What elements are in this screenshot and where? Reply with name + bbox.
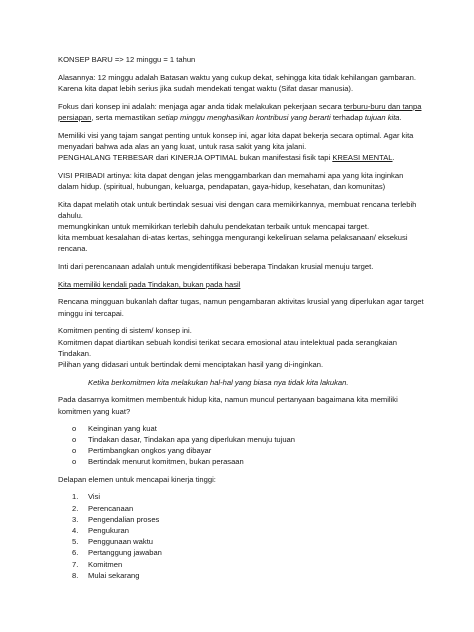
paragraph-visi: Memiliki visi yang tajam sangat penting untuk konsep ini, agar kita dapat bekerja secara optimal. Agar kita menyadari bahwa ada alas an yang kuat, untuk rasa sakit yang kita jalani. [58,130,414,151]
bullet-list [58,423,424,468]
list-item-text: Pengendalian proses [88,514,160,524]
paragraph-fokus [58,101,424,123]
paragraph-kesalahan: kita membuat kesalahan di-atas kertas, sehingga mengurangi kekeliruan selama pelaksanaan/ eksekusi rencana. [58,233,408,254]
list-number: 3. [72,514,79,524]
list-item [58,525,424,536]
underlined-text: terburu-buru dan tanpa persiapan [58,101,422,122]
text-run: Fokus dari konsep ini adalah: menjaga agar anda tidak melakukan pekerjaan secara [58,101,344,111]
list-item-text: Pengukuran [88,525,129,535]
text-run: terhadap [330,112,365,122]
list-item [58,559,424,570]
list-item [58,570,424,581]
paragraph-alasan: Alasannya: 12 minggu adalah Batasan waktu yang cukup dekat, sehingga kita tidak kehilangan gambaran. Karena kita dapat lebih serius jika sudah mendekati tengat waktu (Sifat dasar manusia). [58,72,416,93]
list-item [58,536,424,547]
list-number: 2. [72,503,79,513]
list-item [58,445,424,456]
list-item-text: Perencanaan [88,503,134,513]
numbered-list [58,491,424,581]
list-item [58,456,424,467]
list-item [58,434,424,445]
list-number: 4. [72,525,79,535]
bullet-marker: o [72,423,77,433]
paragraph-komitmen-arti: Komitmen dapat diartikan sebuah kondisi terikat secara emosional atau intelektual pada serangkaian Tindakan. [58,337,397,358]
bullet-marker: o [72,434,77,444]
quote-komitmen: Ketika berkomitmen kita melakukan hal-hal yang biasa nya tidak kita lakukan. [88,377,349,387]
paragraph-rencana: Rencana mingguan bukanlah daftar tugas, namun pengambaran aktivitas krusial yang diperlukan agar target minggu ini tercapai. [58,297,424,318]
list-item-text: Keinginan yang kuat [88,423,157,433]
paragraph-dasar-komitmen: Pada dasarnya komitmen membentuk hidup kita, namun muncul pertanyaan bagaimana kita memiliki komitmen yang kuat? [58,395,398,416]
bullet-marker: o [72,457,77,467]
paragraph-memungkinkan: memungkinkan untuk memikirkan terlebih dahulu pendekatan terbaik untuk mencapai target. [58,221,370,231]
paragraph-visi-pribadi: VISI PRIBADI artinya: kita dapat dengan jelas menggambarkan dan memahami apa yang kita inginkan dalam hidup. (spiritual, hubungan, keluarga, pendapatan, gaya-hidup, kesehatan, dan komunitas) [58,170,404,191]
doc-title: KONSEP BARU => 12 minggu = 1 tahun [58,55,196,64]
list-item-text: Tindakan dasar, Tindakan apa yang diperlukan menuju tujuan [88,434,296,444]
list-item [58,514,424,525]
list-number: 8. [72,570,79,580]
bullet-marker: o [72,446,77,456]
list-item-text: Mulai sekarang [88,570,140,580]
paragraph-delapan-elemen: Delapan elemen untuk mencapai kinerja tinggi: [58,475,216,485]
list-number: 1. [72,492,79,502]
text-run: , serta memastikan [91,112,158,122]
underlined-text: KREASI MENTAL [332,152,393,162]
paragraph-inti: Inti dari perencanaan adalah untuk mengidentifikasi beberapa Tindakan krusial menuju target. [58,262,374,272]
list-item-text: Pertimbangkan ongkos yang dibayar [88,446,212,456]
text-run: . [399,112,402,122]
text-run: . [392,152,395,162]
list-item [58,423,424,434]
list-item [58,503,424,514]
list-item [58,491,424,502]
italic-text: setiap minggu menghasilkan kontribusi yang berarti [157,112,331,122]
paragraph-komitmen-penting: Komitmen penting di sistem/ konsep ini. [58,326,192,336]
text-run: PENGHALANG TERBESAR dari KINERJA OPTIMAL bukan manifestasi fisik tapi [58,152,333,162]
list-item-text: Bertindak menurut komitmen, bukan perasaan [88,457,244,467]
list-item [58,547,424,558]
paragraph-pilihan: Pilihan yang didasari untuk bertindak demi menciptakan hasil yang di-inginkan. [58,359,324,369]
paragraph-penghalang [58,152,424,163]
list-item-text: Visi [88,492,101,502]
list-item-text: Pertanggung jawaban [88,548,162,558]
heading-kendali: Kita memiliki kendali pada Tindakan, bukan pada hasil [58,279,241,289]
italic-text: tujuan kita [364,112,400,122]
list-item-text: Penggunaan waktu [88,537,154,547]
list-item-text: Komitmen [88,559,123,569]
list-number: 5. [72,537,79,547]
paragraph-latih-otak: Kita dapat melatih otak untuk bertindak sesuai visi dengan cara memikirkannya, membuat rencana terlebih dahulu. [58,199,417,220]
list-number: 7. [72,559,79,569]
list-number: 6. [72,548,79,558]
